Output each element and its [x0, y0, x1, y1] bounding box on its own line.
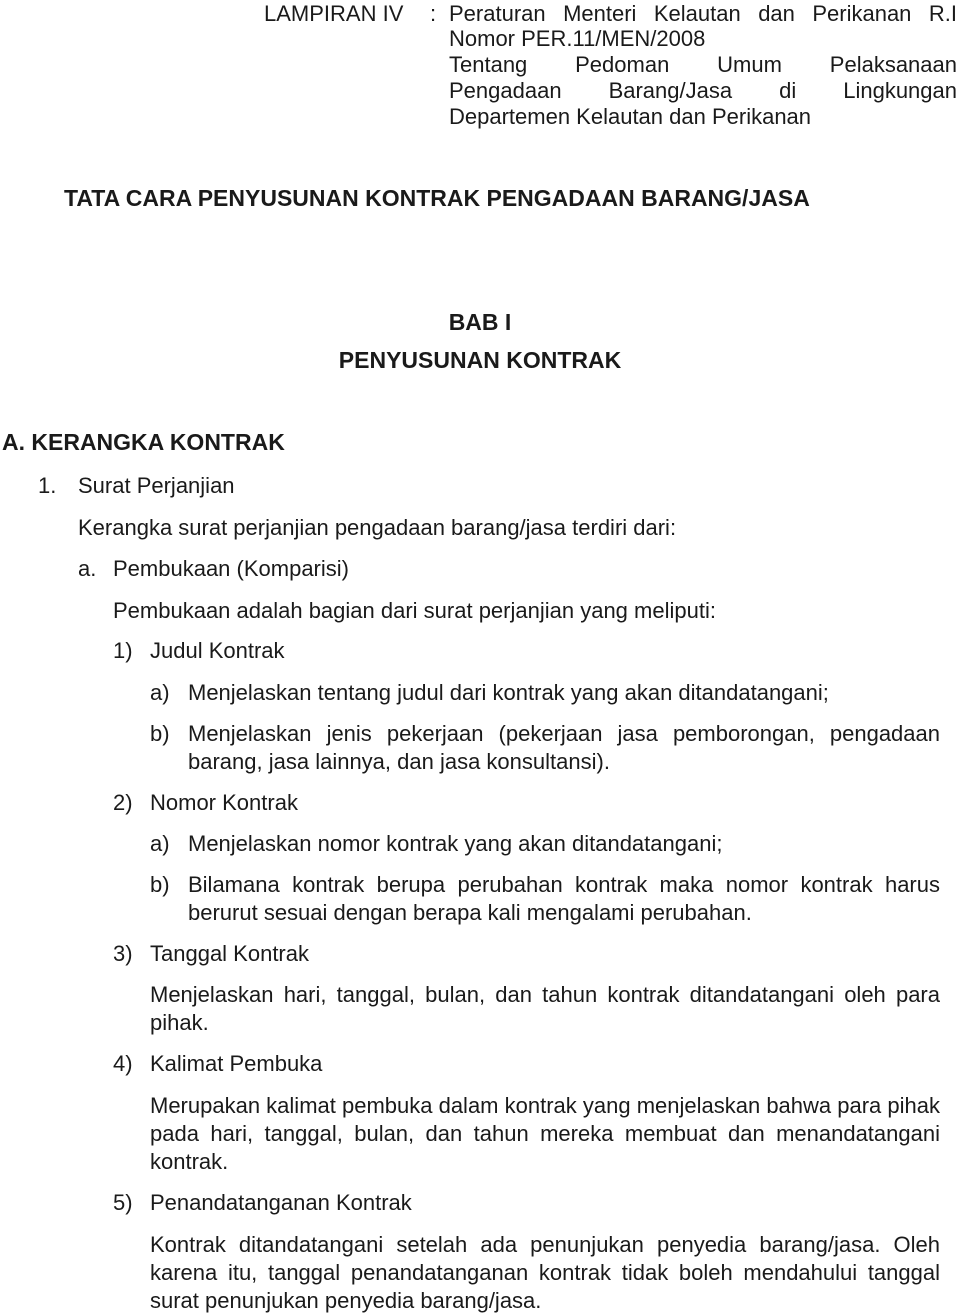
point-number: 2) [113, 790, 133, 815]
regulation-line-2: Nomor PER.11/MEN/2008 [449, 26, 706, 51]
point-sub-text: Menjelaskan tentang judul dari kontrak yang akan ditandatangani; [188, 680, 829, 705]
point-number: 4) [113, 1051, 133, 1076]
point-sub-letter: b) [150, 872, 170, 897]
point-title: Nomor Kontrak [150, 790, 298, 815]
point-title: Penandatanganan Kontrak [150, 1190, 412, 1215]
chapter-title: PENYUSUNAN KONTRAK [338, 347, 622, 373]
point-sub-letter: a) [150, 831, 170, 856]
point-title: Kalimat Pembuka [150, 1051, 323, 1076]
subitem-letter: a. [78, 556, 97, 581]
regulation-line-4: Pengadaan Barang/Jasa di Lingkungan [449, 78, 957, 103]
item-number: 1. [38, 473, 57, 498]
point-text: Merupakan kalimat pembuka dalam kontrak yang menjelaskan bahwa para pihak pada hari, tanggal, bulan, dan tahun mereka membuat dan menandatangani kontrak. [150, 1093, 941, 1174]
attachment-colon: : [430, 1, 437, 26]
point-sub-text: Menjelaskan nomor kontrak yang akan ditandatangani; [188, 831, 723, 856]
chapter-number: BAB I [448, 309, 512, 335]
point-number: 1) [113, 638, 133, 663]
point-text: Kontrak ditandatangani setelah ada penunjukan penyedia barang/jasa. Oleh karena itu, tanggal penandatanganan kontrak tidak boleh mendahului tanggal surat penunjukan penyedia barang/jasa. [150, 1232, 940, 1313]
point-sub-letter: a) [150, 680, 170, 705]
item-intro: Kerangka surat perjanjian pengadaan barang/jasa terdiri dari: [78, 515, 677, 540]
regulation-line-3: Tentang Pedoman Umum Pelaksanaan [449, 52, 957, 77]
point-sub-text: Bilamana kontrak berupa perubahan kontrak maka nomor kontrak harus berurut sesuai dengan berapa kali mengalami perubahan. [188, 872, 940, 925]
point-number: 5) [113, 1190, 133, 1215]
point-title: Tanggal Kontrak [150, 941, 309, 966]
subitem-title: Pembukaan (Komparisi) [113, 556, 349, 581]
regulation-line-5: Departemen Kelautan dan Perikanan [449, 104, 812, 129]
point-title: Judul Kontrak [150, 638, 285, 663]
point-sub-text: Menjelaskan jenis pekerjaan (pekerjaan jasa pemborongan, pengadaan barang, jasa lainnya, dan jasa konsultansi). [188, 721, 940, 774]
point-sub-letter: b) [150, 721, 170, 746]
document-title: TATA CARA PENYUSUNAN KONTRAK PENGADAAN BARANG/JASA [64, 185, 810, 211]
point-number: 3) [113, 941, 133, 966]
attachment-label: LAMPIRAN IV [264, 1, 404, 26]
item-title: Surat Perjanjian [78, 473, 235, 498]
regulation-line-1: Peraturan Menteri Kelautan dan Perikanan R.I [449, 1, 957, 26]
subitem-intro: Pembukaan adalah bagian dari surat perjanjian yang meliputi: [113, 598, 716, 623]
point-text: Menjelaskan hari, tanggal, bulan, dan tahun kontrak ditandatangani oleh para pihak. [150, 982, 940, 1035]
section-heading: A. KERANGKA KONTRAK [2, 429, 285, 455]
